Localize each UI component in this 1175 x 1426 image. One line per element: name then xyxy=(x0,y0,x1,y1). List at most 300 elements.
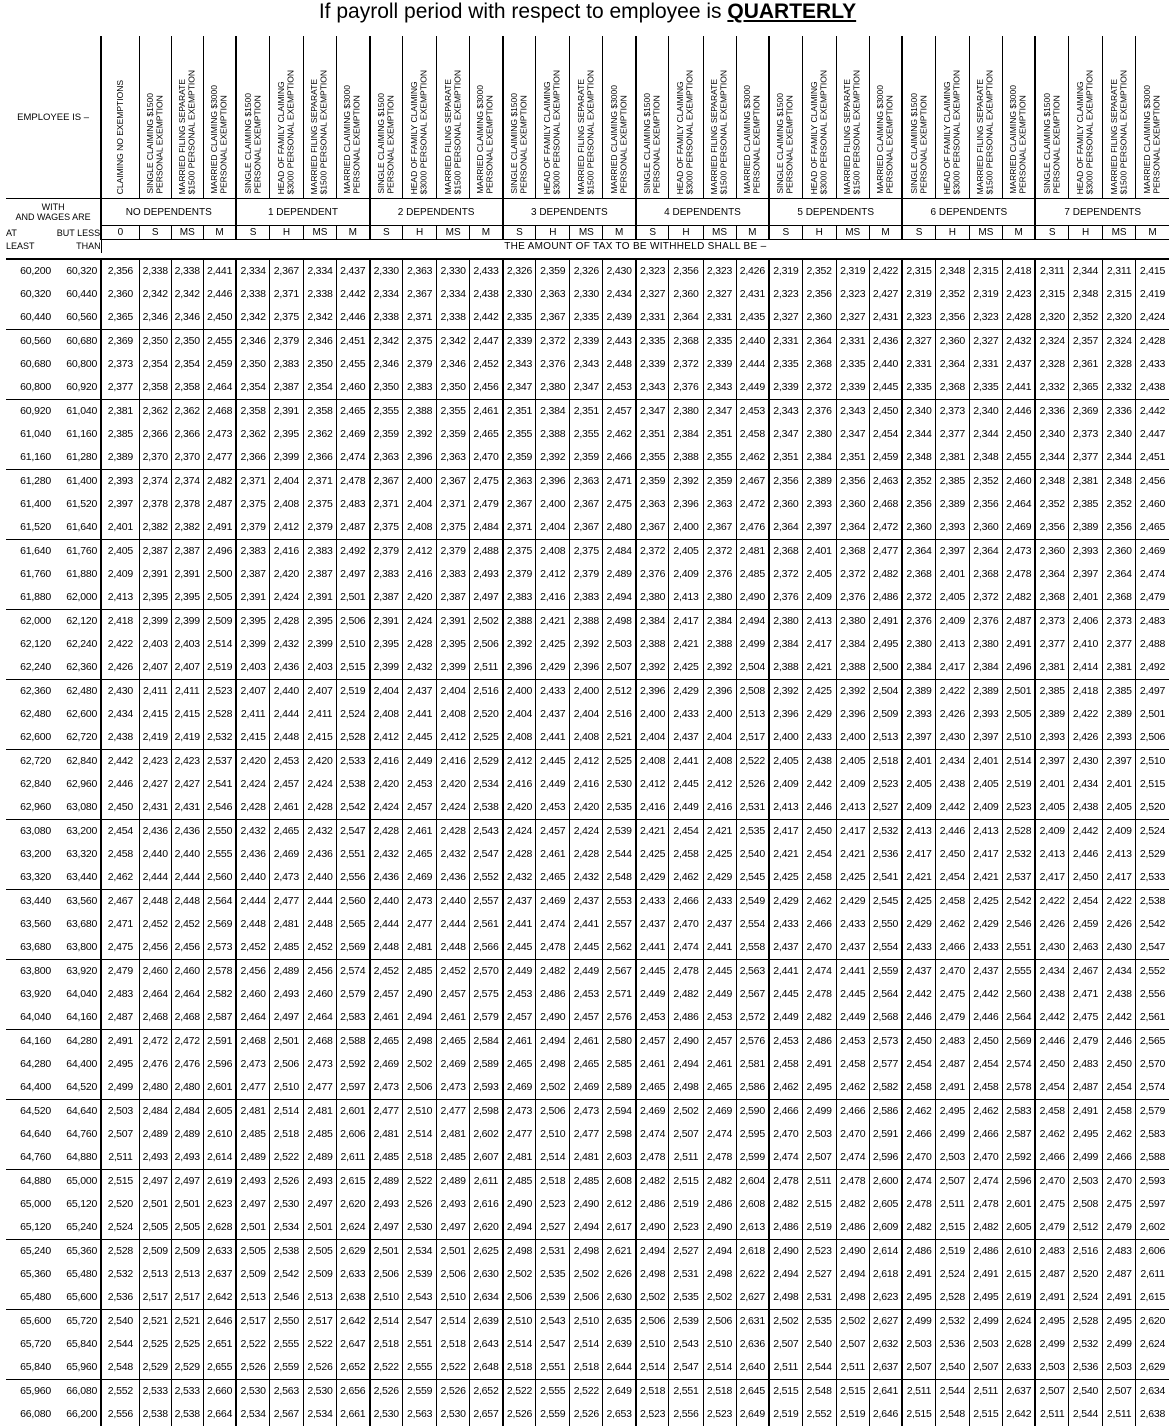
tax-amount: 2,474 xyxy=(337,446,370,470)
tax-amount: 2,535 xyxy=(736,820,769,844)
tax-amount: 2,475 xyxy=(603,493,636,516)
tax-amount: 2,344 xyxy=(902,423,935,446)
tax-amount: 2,491 xyxy=(1069,1100,1103,1124)
tax-amount: 2,532 xyxy=(1069,1333,1103,1356)
wage-at-least: 65,240 xyxy=(6,1240,54,1264)
tax-amount: 2,338 xyxy=(236,283,269,306)
tax-amount: 2,311 xyxy=(1035,259,1068,283)
tax-amount: 2,636 xyxy=(736,1333,769,1356)
tax-amount: 2,470 xyxy=(1035,1170,1068,1194)
wages-are-text: AND WAGES ARE xyxy=(15,211,91,222)
tax-amount: 2,436 xyxy=(236,843,269,866)
column-label xyxy=(1103,36,1136,199)
tax-amount: 2,367 xyxy=(269,259,303,283)
tax-amount: 2,460 xyxy=(303,983,336,1006)
tax-amount: 2,475 xyxy=(1035,1193,1068,1216)
tax-amount: 2,418 xyxy=(101,610,139,634)
wage-but-less-than: 63,320 xyxy=(66,848,98,860)
tax-amount: 2,384 xyxy=(769,633,802,656)
tax-amount: 2,437 xyxy=(769,936,802,960)
tax-amount: 2,445 xyxy=(570,936,603,960)
tax-amount: 2,463 xyxy=(1069,936,1103,960)
tax-amount: 2,454 xyxy=(869,423,902,446)
tax-amount: 2,330 xyxy=(370,259,403,283)
tax-amount: 2,589 xyxy=(603,1076,636,1100)
tax-amount: 2,421 xyxy=(636,820,669,844)
tax-amount: 2,383 xyxy=(437,563,470,586)
tax-amount: 2,522 xyxy=(269,1146,303,1170)
tax-amount: 2,491 xyxy=(935,1076,969,1100)
table-row xyxy=(6,1286,1169,1310)
tax-amount: 2,483 xyxy=(337,493,370,516)
tax-amount: 2,635 xyxy=(603,1310,636,1334)
tax-amount: 2,391 xyxy=(171,563,203,586)
tax-amount: 2,360 xyxy=(802,306,836,330)
tax-amount: 2,367 xyxy=(570,516,603,540)
tax-amount: 2,563 xyxy=(736,960,769,984)
tax-amount: 2,389 xyxy=(902,680,935,704)
tax-amount: 2,432 xyxy=(503,866,536,890)
tax-amount: 2,368 xyxy=(902,563,935,586)
tax-amount: 2,423 xyxy=(139,750,171,774)
tax-amount: 2,395 xyxy=(303,610,336,634)
tax-amount: 2,468 xyxy=(171,1006,203,1030)
tax-amount: 2,339 xyxy=(769,376,802,400)
tax-amount: 2,395 xyxy=(236,610,269,634)
tax-amount: 2,498 xyxy=(636,1263,669,1286)
tax-amount: 2,446 xyxy=(1103,1030,1136,1054)
tax-amount: 2,450 xyxy=(802,820,836,844)
tax-amount: 2,483 xyxy=(935,1030,969,1054)
tax-amount: 2,347 xyxy=(836,423,869,446)
column-label-text: MARRIED FILING SEPARATE $1500 PERSONAL EXEMPTION xyxy=(842,69,862,194)
column-label-text: MARRIED CLAIMING $3000 PERSONAL EXEMPTION xyxy=(741,85,762,194)
tax-amount: 2,449 xyxy=(636,983,669,1006)
tax-amount: 2,412 xyxy=(703,773,736,796)
tax-amount: 2,648 xyxy=(470,1356,503,1380)
tax-amount: 2,518 xyxy=(437,1333,470,1356)
wage-but-less-than: 64,160 xyxy=(66,1011,98,1023)
wage-at-least: 62,360 xyxy=(6,680,54,704)
wage-but-less-than: 60,680 xyxy=(54,330,101,354)
column-label xyxy=(370,36,403,199)
tax-amount: 2,477 xyxy=(570,1123,603,1146)
tax-amount: 2,497 xyxy=(1136,680,1169,704)
tax-amount: 2,633 xyxy=(337,1263,370,1286)
wage-at-least: 60,800 xyxy=(20,381,52,393)
tax-amount: 2,601 xyxy=(1002,1193,1035,1216)
table-row xyxy=(6,1380,1169,1404)
tax-amount: 2,523 xyxy=(869,773,902,796)
tax-amount: 2,454 xyxy=(669,820,703,844)
tax-amount: 2,552 xyxy=(470,866,503,890)
tax-amount: 2,352 xyxy=(969,470,1002,494)
tax-amount: 2,477 xyxy=(303,1076,336,1100)
tax-amount: 2,434 xyxy=(101,703,139,726)
wage-at-least: 61,040 xyxy=(20,428,52,440)
tax-amount: 2,405 xyxy=(669,540,703,564)
tax-amount: 2,538 xyxy=(171,1403,203,1426)
tax-amount: 2,338 xyxy=(303,283,336,306)
tax-amount: 2,461 xyxy=(703,1053,736,1076)
tax-amount: 2,501 xyxy=(1002,680,1035,704)
tax-amount: 2,342 xyxy=(139,283,171,306)
tax-amount: 2,331 xyxy=(836,330,869,354)
tax-amount: 2,494 xyxy=(636,1240,669,1264)
tax-amount: 2,388 xyxy=(503,610,536,634)
tax-amount: 2,478 xyxy=(669,960,703,984)
tax-amount: 2,503 xyxy=(1035,1356,1068,1380)
tax-amount: 2,464 xyxy=(303,1006,336,1030)
tax-amount: 2,471 xyxy=(101,913,139,936)
tax-amount: 2,466 xyxy=(802,913,836,936)
tax-amount: 2,383 xyxy=(269,353,303,376)
tax-amount: 2,523 xyxy=(802,1240,836,1264)
wage-but-less-than: 65,600 xyxy=(66,1291,98,1303)
tax-amount: 2,449 xyxy=(570,960,603,984)
tax-amount: 2,536 xyxy=(1069,1356,1103,1380)
tax-amount: 2,338 xyxy=(139,259,171,283)
tax-amount: 2,544 xyxy=(1069,1403,1103,1426)
tax-amount: 2,535 xyxy=(603,796,636,820)
tax-amount: 2,600 xyxy=(869,1170,902,1194)
wage-at-least: 60,920 xyxy=(6,400,54,424)
tax-amount: 2,445 xyxy=(769,983,802,1006)
wage-but-less-than: 63,560 xyxy=(54,890,101,914)
tax-amount: 2,372 xyxy=(636,540,669,564)
tax-amount: 2,574 xyxy=(1136,1076,1169,1100)
tax-amount: 2,513 xyxy=(303,1286,336,1310)
tax-amount: 2,397 xyxy=(1035,750,1068,774)
tax-amount: 2,433 xyxy=(470,259,503,283)
tax-amount: 2,449 xyxy=(536,773,570,796)
column-label xyxy=(935,36,969,199)
tax-amount: 2,514 xyxy=(636,1356,669,1380)
tax-amount: 2,444 xyxy=(139,866,171,890)
tax-amount: 2,539 xyxy=(403,1263,437,1286)
tax-amount: 2,355 xyxy=(636,446,669,470)
tax-amount: 2,426 xyxy=(1035,913,1068,936)
tax-amount: 2,388 xyxy=(536,423,570,446)
table-row xyxy=(6,1310,1169,1334)
tax-amount: 2,544 xyxy=(101,1333,139,1356)
column-code: S xyxy=(503,226,536,240)
tax-amount: 2,424 xyxy=(503,820,536,844)
tax-amount: 2,428 xyxy=(303,796,336,820)
tax-amount: 2,506 xyxy=(437,1263,470,1286)
dependents-group-label: 4 DEPENDENTS xyxy=(636,199,769,226)
tax-amount: 2,624 xyxy=(1136,1333,1169,1356)
table-body xyxy=(6,259,1169,1426)
tax-amount: 2,565 xyxy=(337,913,370,936)
tax-amount: 2,503 xyxy=(101,1100,139,1124)
tax-amount: 2,348 xyxy=(1069,283,1103,306)
tax-amount: 2,354 xyxy=(303,376,336,400)
tax-amount: 2,336 xyxy=(1035,400,1068,424)
tax-amount: 2,489 xyxy=(236,1146,269,1170)
tax-amount: 2,514 xyxy=(403,1123,437,1146)
tax-amount: 2,539 xyxy=(669,1310,703,1334)
tax-amount: 2,405 xyxy=(902,773,935,796)
tax-amount: 2,412 xyxy=(437,726,470,750)
tax-amount: 2,487 xyxy=(1002,610,1035,634)
tax-amount: 2,446 xyxy=(1002,400,1035,424)
tax-amount: 2,378 xyxy=(171,493,203,516)
tax-amount: 2,502 xyxy=(703,1286,736,1310)
tax-amount: 2,528 xyxy=(101,1240,139,1264)
tax-amount: 2,483 xyxy=(1136,610,1169,634)
wage-but-less-than: 60,440 xyxy=(66,288,98,300)
tax-amount: 2,417 xyxy=(935,656,969,680)
tax-amount: 2,356 xyxy=(836,470,869,494)
tax-amount: 2,487 xyxy=(935,1053,969,1076)
tax-amount: 2,328 xyxy=(1103,353,1136,376)
tax-amount: 2,478 xyxy=(703,1146,736,1170)
tax-amount: 2,453 xyxy=(836,1030,869,1054)
tax-amount: 2,448 xyxy=(603,353,636,376)
tax-amount: 2,403 xyxy=(171,633,203,656)
tax-amount: 2,456 xyxy=(470,376,503,400)
tax-amount: 2,495 xyxy=(969,1286,1002,1310)
tax-amount: 2,424 xyxy=(437,796,470,820)
tax-amount: 2,465 xyxy=(503,1053,536,1076)
tax-amount: 2,416 xyxy=(536,586,570,610)
tax-amount: 2,364 xyxy=(1103,563,1136,586)
tax-amount: 2,510 xyxy=(503,1310,536,1334)
wage-at-least: 61,640 xyxy=(6,540,54,564)
tax-amount: 2,428 xyxy=(269,610,303,634)
tax-amount: 2,498 xyxy=(503,1240,536,1264)
tax-amount: 2,490 xyxy=(736,586,769,610)
tax-amount: 2,469 xyxy=(337,423,370,446)
tax-amount: 2,377 xyxy=(1103,633,1136,656)
column-label xyxy=(337,36,370,199)
tax-amount: 2,494 xyxy=(769,1263,802,1286)
tax-amount: 2,518 xyxy=(403,1146,437,1170)
tax-amount: 2,407 xyxy=(139,656,171,680)
tax-amount: 2,507 xyxy=(669,1123,703,1146)
wage-at-least: 63,560 xyxy=(20,918,52,930)
tax-amount: 2,409 xyxy=(669,563,703,586)
tax-amount: 2,520 xyxy=(470,703,503,726)
tax-amount: 2,485 xyxy=(503,1170,536,1194)
table-row xyxy=(6,773,1169,796)
tax-amount: 2,494 xyxy=(703,1240,736,1264)
column-code: MS xyxy=(437,226,470,240)
tax-amount: 2,506 xyxy=(536,1100,570,1124)
tax-amount: 2,515 xyxy=(969,1403,1002,1426)
tax-amount: 2,408 xyxy=(536,540,570,564)
tax-amount: 2,420 xyxy=(370,773,403,796)
tax-amount: 2,437 xyxy=(636,913,669,936)
tax-amount: 2,391 xyxy=(236,586,269,610)
tax-amount: 2,342 xyxy=(303,306,336,330)
tax-amount: 2,437 xyxy=(403,680,437,704)
wage-at-least: 65,960 xyxy=(6,1380,54,1404)
tax-amount: 2,375 xyxy=(303,493,336,516)
tax-amount: 2,481 xyxy=(503,1146,536,1170)
table-row xyxy=(6,470,1169,494)
tax-amount: 2,623 xyxy=(869,1286,902,1310)
tax-amount: 2,359 xyxy=(570,446,603,470)
tax-amount: 2,356 xyxy=(935,306,969,330)
tax-amount: 2,518 xyxy=(570,1356,603,1380)
tax-amount: 2,438 xyxy=(1103,983,1136,1006)
tax-amount: 2,486 xyxy=(536,983,570,1006)
tax-amount: 2,424 xyxy=(236,773,269,796)
tax-amount: 2,425 xyxy=(536,633,570,656)
tax-amount: 2,573 xyxy=(203,936,236,960)
tax-amount: 2,531 xyxy=(802,1286,836,1310)
tax-amount: 2,373 xyxy=(935,400,969,424)
tax-amount: 2,487 xyxy=(101,1006,139,1030)
tax-amount: 2,332 xyxy=(1035,376,1068,400)
tax-amount: 2,555 xyxy=(203,843,236,866)
column-label xyxy=(736,36,769,199)
tax-amount: 2,472 xyxy=(139,1030,171,1054)
at-label: AT xyxy=(6,227,17,238)
tax-amount: 2,543 xyxy=(470,820,503,844)
tax-amount: 2,323 xyxy=(636,259,669,283)
tax-amount: 2,338 xyxy=(437,306,470,330)
tax-amount: 2,442 xyxy=(1035,1006,1068,1030)
tax-amount: 2,363 xyxy=(570,470,603,494)
tax-amount: 2,379 xyxy=(437,540,470,564)
tax-amount: 2,330 xyxy=(503,283,536,306)
table-row xyxy=(6,493,1169,516)
tax-amount: 2,372 xyxy=(836,563,869,586)
tax-amount: 2,436 xyxy=(437,866,470,890)
tax-amount: 2,605 xyxy=(1002,1216,1035,1240)
tax-amount: 2,528 xyxy=(203,703,236,726)
tax-amount: 2,453 xyxy=(503,983,536,1006)
tax-amount: 2,378 xyxy=(139,493,171,516)
tax-amount: 2,482 xyxy=(1002,586,1035,610)
tax-amount: 2,385 xyxy=(1103,680,1136,704)
tax-amount: 2,417 xyxy=(902,843,935,866)
tax-amount: 2,526 xyxy=(736,773,769,796)
tax-amount: 2,523 xyxy=(636,1403,669,1426)
wage-but-less-than: 65,000 xyxy=(54,1170,101,1194)
tax-amount: 2,579 xyxy=(470,1006,503,1030)
tax-amount: 2,458 xyxy=(669,843,703,866)
tax-amount: 2,347 xyxy=(636,400,669,424)
wage-but-less-than: 65,360 xyxy=(54,1240,101,1264)
tax-amount: 2,384 xyxy=(902,656,935,680)
tax-amount: 2,387 xyxy=(139,540,171,564)
tax-amount: 2,433 xyxy=(836,913,869,936)
tax-amount: 2,420 xyxy=(503,796,536,820)
tax-amount: 2,335 xyxy=(503,306,536,330)
column-label xyxy=(802,36,836,199)
table-row xyxy=(6,1053,1169,1076)
tax-amount: 2,500 xyxy=(203,563,236,586)
tax-amount: 2,494 xyxy=(503,1216,536,1240)
tax-amount: 2,506 xyxy=(470,633,503,656)
tax-amount: 2,430 xyxy=(1103,936,1136,960)
tax-amount: 2,462 xyxy=(1035,1123,1068,1146)
tax-amount: 2,563 xyxy=(403,1403,437,1426)
tax-amount: 2,415 xyxy=(171,703,203,726)
tax-amount: 2,405 xyxy=(836,750,869,774)
tax-amount: 2,448 xyxy=(139,890,171,914)
tax-amount: 2,450 xyxy=(1103,1053,1136,1076)
tax-amount: 2,356 xyxy=(769,470,802,494)
wage-but-less-than: 65,840 xyxy=(66,1338,98,1350)
tax-amount: 2,643 xyxy=(470,1333,503,1356)
tax-amount: 2,372 xyxy=(703,540,736,564)
wage-but-less-than: 64,520 xyxy=(66,1081,98,1093)
tax-amount: 2,424 xyxy=(1136,306,1169,330)
tax-amount: 2,516 xyxy=(603,703,636,726)
tax-amount: 2,592 xyxy=(337,1053,370,1076)
tax-amount: 2,633 xyxy=(203,1240,236,1264)
tax-amount: 2,359 xyxy=(636,470,669,494)
wage-but-less-than: 62,360 xyxy=(66,661,98,673)
tax-amount: 2,578 xyxy=(203,960,236,984)
column-code: M xyxy=(1136,226,1169,240)
column-label-text: HEAD OF FAMILY CLAIMING $3000 PERSONAL EXEMPTION xyxy=(675,69,695,194)
tax-amount: 2,552 xyxy=(802,1403,836,1426)
tax-amount: 2,448 xyxy=(236,913,269,936)
tax-amount: 2,461 xyxy=(503,1030,536,1054)
tax-amount: 2,340 xyxy=(969,400,1002,424)
tax-amount: 2,387 xyxy=(269,376,303,400)
tax-amount: 2,418 xyxy=(1002,259,1035,283)
tax-amount: 2,482 xyxy=(769,1193,802,1216)
wage-at-least: 62,000 xyxy=(6,610,54,634)
tax-amount: 2,470 xyxy=(969,1146,1002,1170)
tax-amount: 2,524 xyxy=(101,1216,139,1240)
tax-amount: 2,465 xyxy=(403,843,437,866)
tax-amount: 2,548 xyxy=(603,866,636,890)
tax-amount: 2,323 xyxy=(836,283,869,306)
tax-amount: 2,429 xyxy=(969,913,1002,936)
tax-amount: 2,397 xyxy=(1103,750,1136,774)
tax-amount: 2,511 xyxy=(902,1380,935,1404)
tax-amount: 2,462 xyxy=(769,1076,802,1100)
tax-amount: 2,595 xyxy=(736,1123,769,1146)
tax-amount: 2,501 xyxy=(437,1240,470,1264)
tax-amount: 2,375 xyxy=(236,493,269,516)
tax-amount: 2,497 xyxy=(437,1216,470,1240)
tax-amount: 2,422 xyxy=(1035,890,1068,914)
tax-amount: 2,551 xyxy=(1002,936,1035,960)
column-label xyxy=(869,36,902,199)
tax-amount: 2,367 xyxy=(636,516,669,540)
tax-amount: 2,441 xyxy=(570,913,603,936)
tax-amount: 2,652 xyxy=(337,1356,370,1380)
tax-amount: 2,412 xyxy=(536,563,570,586)
tax-amount: 2,364 xyxy=(902,540,935,564)
tax-amount: 2,431 xyxy=(869,306,902,330)
tax-amount: 2,362 xyxy=(236,423,269,446)
tax-amount: 2,450 xyxy=(902,1030,935,1054)
tax-amount: 2,514 xyxy=(536,1146,570,1170)
tax-amount: 2,582 xyxy=(203,983,236,1006)
tax-amount: 2,553 xyxy=(603,890,636,914)
tax-amount: 2,505 xyxy=(203,586,236,610)
tax-amount: 2,405 xyxy=(101,540,139,564)
column-code: S xyxy=(636,226,669,240)
tax-amount: 2,483 xyxy=(1069,1053,1103,1076)
tax-amount: 2,352 xyxy=(1103,493,1136,516)
tax-amount: 2,474 xyxy=(703,1123,736,1146)
tax-amount: 2,626 xyxy=(603,1263,636,1286)
wage-at-least: 64,640 xyxy=(20,1128,52,1140)
tax-amount: 2,423 xyxy=(171,750,203,774)
column-label-text: SINGLE CLAIMING $1500 PERSONAL EXEMPTION xyxy=(144,93,165,194)
